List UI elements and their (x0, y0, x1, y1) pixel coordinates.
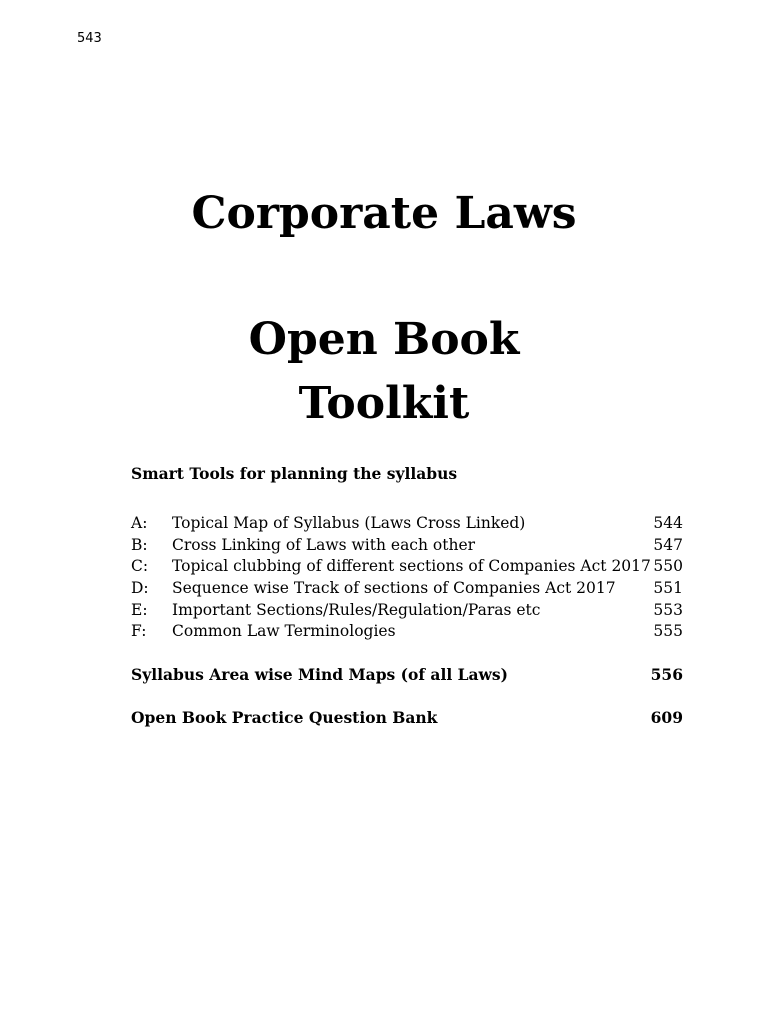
toc-item-d[interactable] (131, 578, 683, 600)
toc-page: 609 (650, 708, 683, 727)
toc-title: Syllabus Area wise Mind Maps (of all Laws) (131, 665, 508, 684)
toc-title: Topical clubbing of different sections of Companies Act 2017 (172, 557, 651, 576)
toc-letter: A: (131, 514, 148, 532)
toc-item-c[interactable] (131, 556, 683, 578)
toc-title: Sequence wise Track of sections of Companies Act 2017 (172, 579, 616, 598)
toc-page: 556 (650, 665, 683, 684)
toc-item-f[interactable] (131, 621, 683, 643)
toc-letter: E: (131, 600, 148, 619)
page-title-line-1: Corporate Laws (191, 188, 577, 239)
toc-item-question-bank[interactable] (131, 707, 683, 729)
toc-item-e[interactable] (131, 600, 683, 622)
toc-page: 547 (653, 535, 683, 554)
toc-letter: D: (131, 579, 149, 598)
smart-tools-list (131, 513, 683, 643)
toc-page: 550 (653, 557, 683, 576)
toc-page: 553 (653, 600, 683, 619)
toc-page: 555 (653, 622, 683, 641)
page-title-line-3: Toolkit (298, 378, 470, 429)
toc-title: Important Sections/Rules/Regulation/Paras etc (172, 600, 541, 619)
toc-page: 544 (653, 514, 683, 532)
page-title-line-2: Open Book (248, 314, 520, 365)
toc-item-b[interactable] (131, 535, 683, 557)
toc-title: Common Law Terminologies (172, 622, 396, 641)
page-number: 543 (77, 31, 102, 46)
toc-title: Open Book Practice Question Bank (131, 708, 438, 727)
toc-letter: F: (131, 622, 147, 641)
toc-letter: B: (131, 535, 148, 554)
toc-item-a[interactable] (131, 513, 683, 535)
smart-tools-heading: Smart Tools for planning the syllabus (131, 464, 458, 483)
toc-letter: C: (131, 557, 149, 576)
toc-item-mind-maps[interactable] (131, 664, 683, 686)
toc-title: Topical Map of Syllabus (Laws Cross Linked) (172, 514, 526, 532)
toc-title: Cross Linking of Laws with each other (172, 535, 476, 554)
toc-page: 551 (653, 579, 683, 598)
